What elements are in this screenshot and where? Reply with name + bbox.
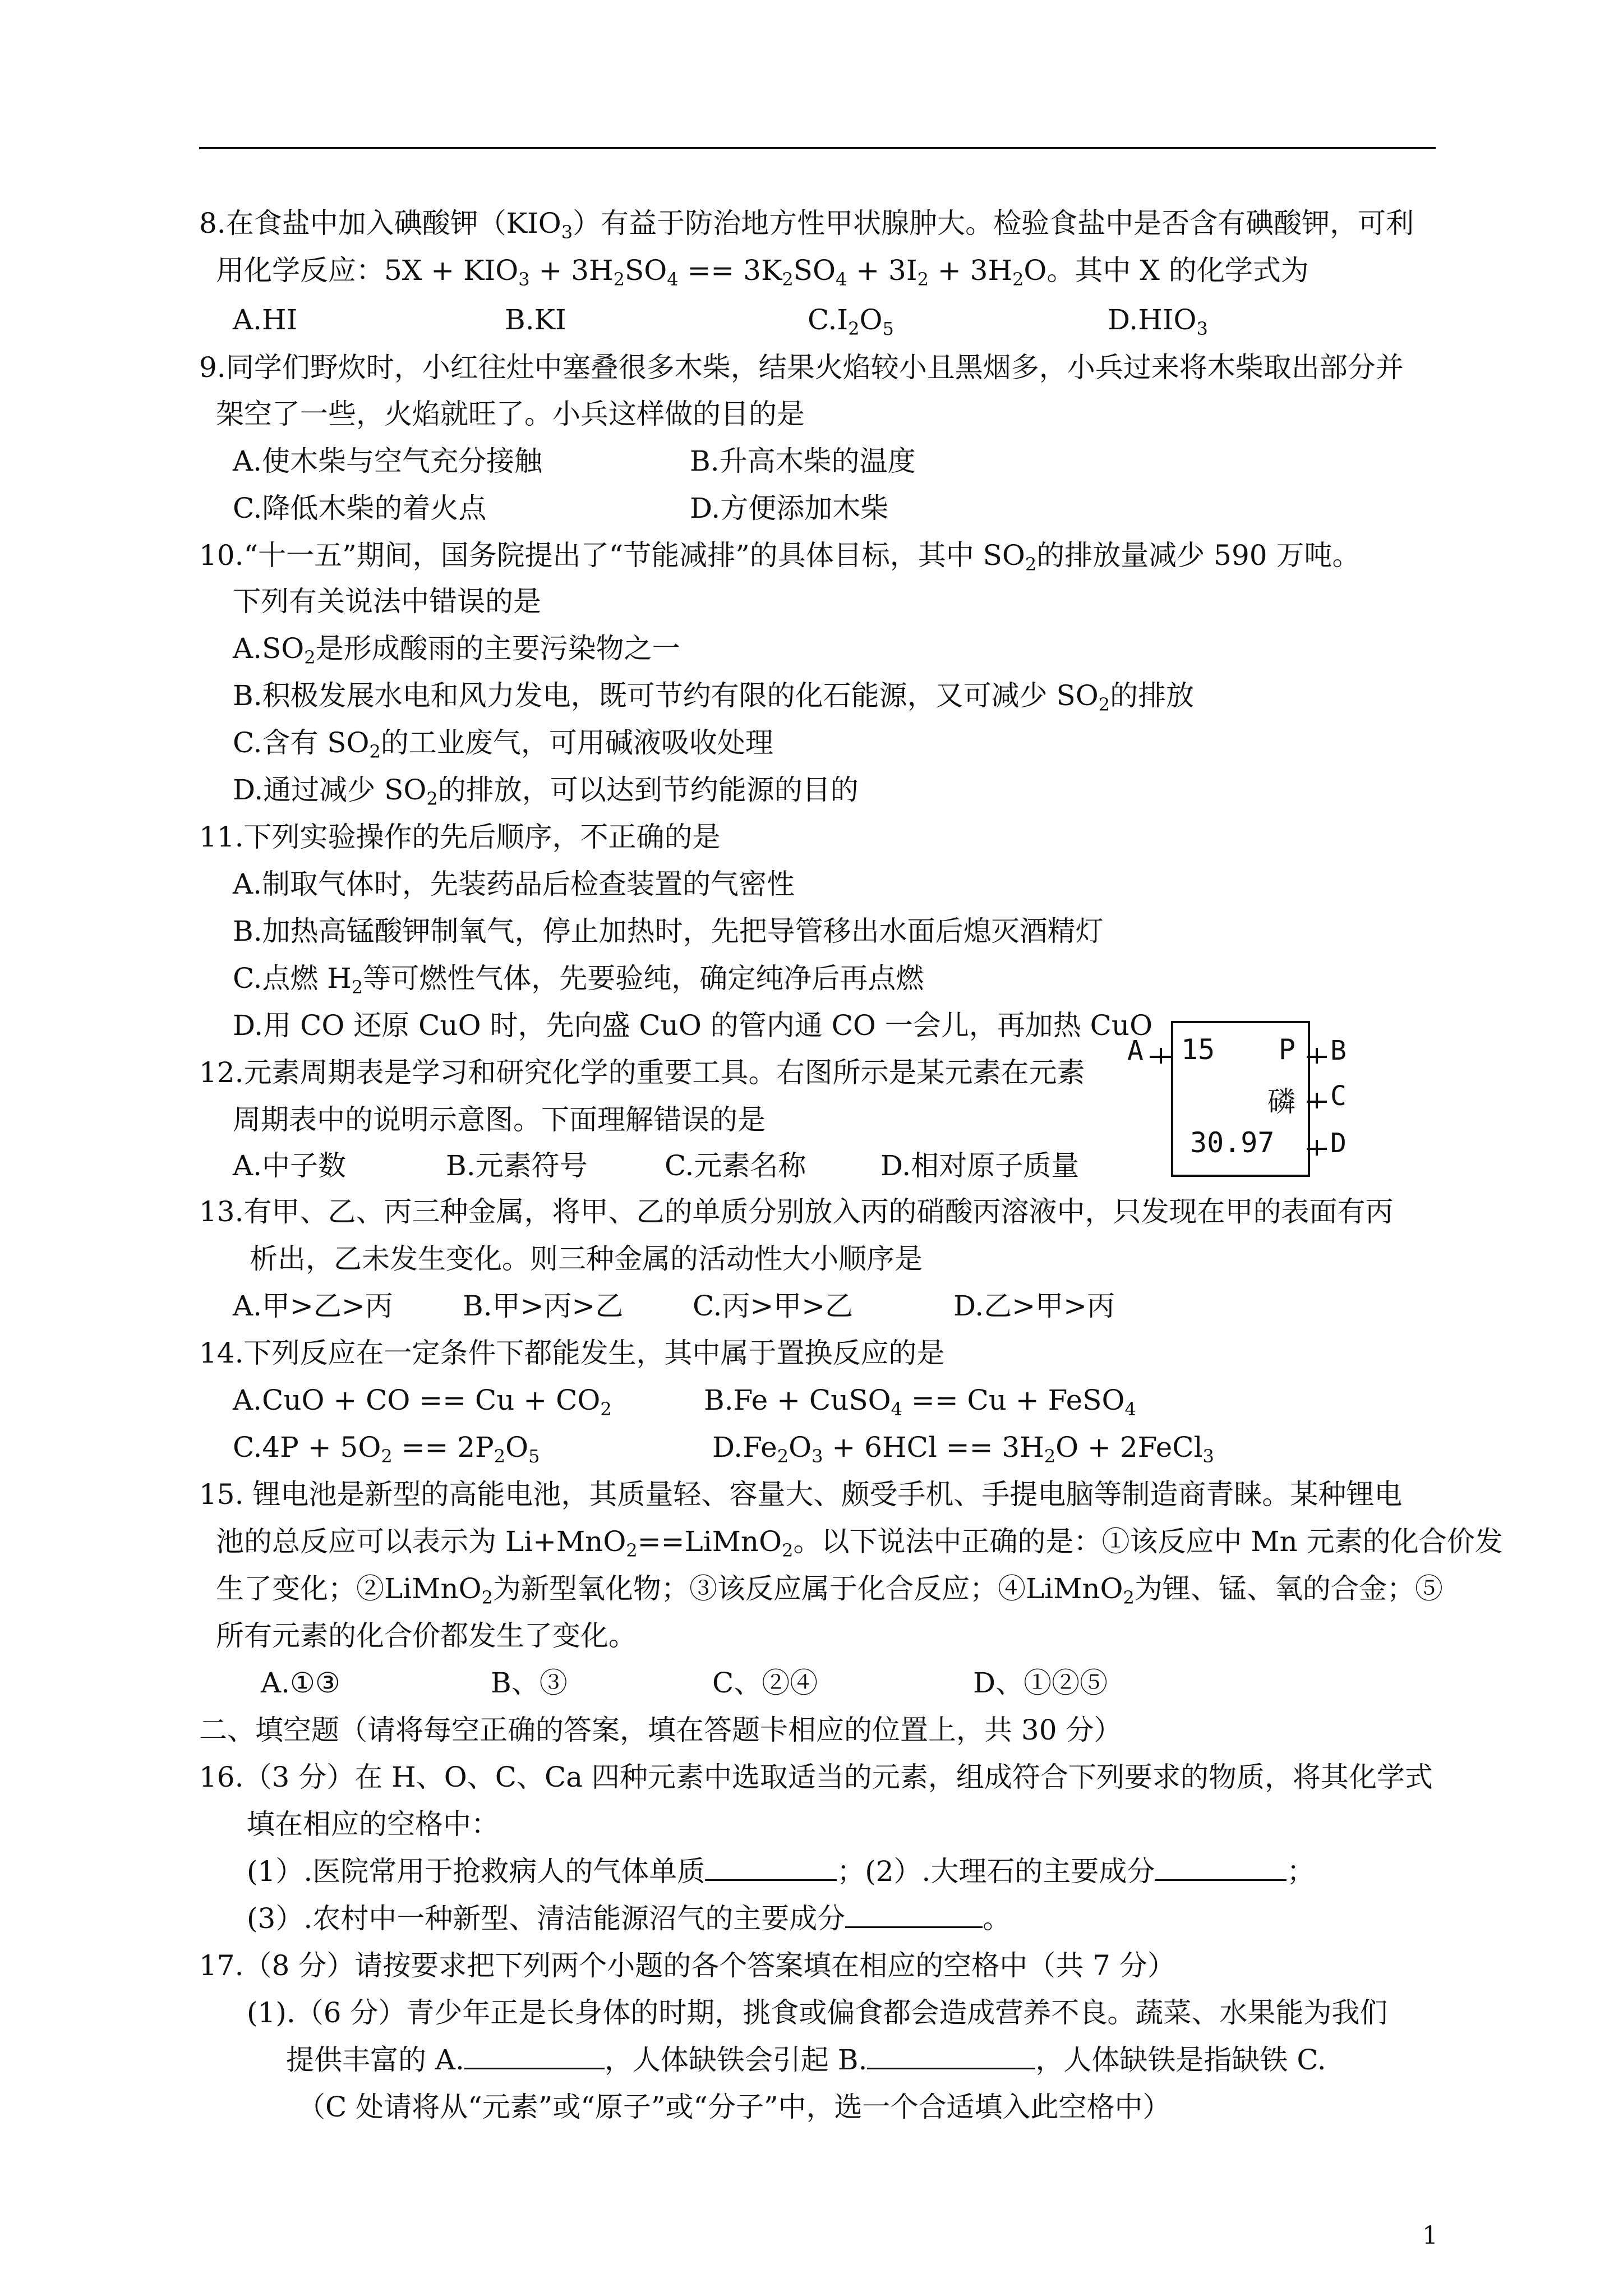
q12-option-c: C.元素名称 [665, 1149, 806, 1182]
q10-option-c: C.含有 $SO_2$的工业废气，可用碱液吸收处理 [233, 726, 773, 762]
leader-tick-d [1316, 1140, 1318, 1156]
q8-option-a: A.HI [233, 303, 298, 336]
q13-option-d: D.乙>甲>丙 [953, 1290, 1115, 1322]
page-number: 1 [1422, 2221, 1438, 2250]
q10-option-b: B.积极发展水电和风力发电，既可节约有限的化石能源，又可减少 $SO_2$的排放 [233, 679, 1195, 715]
q13-line2: 析出，乙未发生变化。则三种金属的活动性大小顺序是 [250, 1243, 923, 1275]
q14-option-a: A.CuO + CO == $Cu + CO_2$ [233, 1384, 612, 1420]
q17-line1: 17.（8 分）请按要求把下列两个小题的各个答案填在相应的空格中（共 7 分） [199, 1949, 1175, 1982]
q8-option-b: B.KI [505, 303, 566, 336]
element-name: 磷 [1267, 1085, 1295, 1118]
q9-option-d: D.方便添加木柴 [690, 492, 889, 524]
q16-line1: 16.（3 分）在 H、O、C、Ca 四种元素中选取适当的元素，组成符合下列要求的物质，将其化学式 [199, 1761, 1433, 1793]
leader-tick-b [1316, 1048, 1318, 1064]
leader-tick-c [1316, 1093, 1318, 1108]
q9-option-a: A.使木柴与空气充分接触 [233, 445, 543, 477]
q9-option-b: B.升高木柴的温度 [690, 445, 916, 477]
answer-blank-16-3[interactable] [845, 1902, 983, 1928]
q14-option-b: B.Fe + CuSO$_4$ == Cu + FeSO$_4$ [704, 1384, 1136, 1420]
element-symbol: P [1278, 1033, 1295, 1066]
q11-option-c: C.点燃 $H_2$等可燃性气体，先要验纯，确定纯净后再点燃 [233, 962, 924, 998]
q17-line3: 提供丰富的 A. ，人体缺铁会引起 B. ，人体缺铁是指缺铁 C. [286, 2044, 1326, 2076]
q15-line4: 所有元素的化合价都发生了变化。 [216, 1619, 637, 1652]
q9-line1: 9.同学们野炊时，小红往灶中塞叠很多木柴，结果火焰较小且黑烟多，小兵过来将木柴取出部分并 [199, 351, 1404, 384]
q14-line1: 14.下列反应在一定条件下都能发生，其中属于置换反应的是 [199, 1337, 945, 1369]
q10-option-d: D.通过减少 $SO_2$的排放，可以达到节约能源的目的 [233, 774, 859, 809]
q15-option-c: C、②④ [712, 1667, 818, 1699]
q10-option-a: $A.SO_2$是形成酸雨的主要污染物之一 [233, 632, 680, 668]
q15-option-d: D、①②⑤ [973, 1667, 1108, 1699]
element-tile [1171, 1021, 1310, 1177]
q9-line2: 架空了一些，火焰就旺了。小兵这样做的目的是 [216, 398, 805, 430]
q16-line2: 填在相应的空格中： [247, 1808, 499, 1841]
section-2-heading: 二、填空题（请将每空正确的答案，填在答题卡相应的位置上，共 30 分） [199, 1714, 1122, 1746]
q17-line4: （C 处请将从“元素”或“原子”或“分子”中，选一个合适填入此空格中） [297, 2091, 1171, 2123]
q13-option-b: B.甲>丙>乙 [463, 1290, 624, 1322]
q15-option-b: B、③ [491, 1667, 568, 1699]
q8-line2: 用化学反应：$5X + KIO_3 + 3H_2SO_4 == 3K_2SO_4 + 3I_2 + 3H_2O$。其中 X 的化学式为 [216, 254, 1309, 290]
q12-option-b: B.元素符号 [446, 1149, 588, 1182]
answer-blank-16-1[interactable] [705, 1855, 837, 1881]
q8-option-c: $C.I_2O_5$ [808, 303, 894, 339]
q17-line2: (1).（6 分）青少年正是长身体的时期，挑食或偏食都会造成营养不良。蔬菜、水果能为我们 [247, 1996, 1388, 2029]
q11-option-d: D.用 CO 还原 CuO 时，先向盛 CuO 的管内通 CO 一会儿，再加热 CuO [233, 1009, 1153, 1042]
answer-blank-16-2[interactable] [1155, 1855, 1287, 1881]
figure-label-d: D [1330, 1128, 1347, 1159]
figure-label-b: B [1330, 1035, 1347, 1066]
header-rule [199, 147, 1436, 149]
q13-option-c: C.丙>甲>乙 [693, 1290, 854, 1322]
q15-line2: 池的总反应可以表示为 Li+MnO$_2$==LiMnO$_2$。以下说法中正确的是：①该反应中 Mn 元素的化合价发 [216, 1525, 1503, 1561]
q11-option-a: A.制取气体时，先装药品后检查装置的气密性 [233, 868, 795, 900]
q15-line1: 15. 锂电池是新型的高能电池，其质量轻、容量大、颇受手机、手提电脑等制造商青睐。某种锂电 [199, 1478, 1403, 1511]
q8-option-d: $D.HIO_3$ [1108, 303, 1208, 339]
q11-option-b: B.加热高锰酸钾制氧气，停止加热时，先把导管移出水面后熄灭酒精灯 [233, 915, 1104, 947]
q16-part1: (1）.医院常用于抢救病人的气体单质 ；(2）.大理石的主要成分 ； [247, 1855, 1315, 1888]
q16-part3: (3）.农村中一种新型、清洁能源沼气的主要成分 。 [247, 1902, 1011, 1935]
q12-line2: 周期表中的说明示意图。下面理解错误的是 [233, 1103, 766, 1136]
q14-option-c: $C.4P + 5O_2 == 2P_2O_5$ [233, 1431, 540, 1467]
q8-line1: 8.在食盐中加入碘酸钾$(KIO_3)$有益于防治地方性甲状腺肿大。检验食盐中是否含有碘酸钾，可利 [199, 207, 1414, 243]
q14-option-d: $D.Fe_2O_3 + 6HCl == 3H_2O$ + 2FeCl$_3$ [712, 1431, 1214, 1467]
q13-line1: 13.有甲、乙、丙三种金属，将甲、乙的单质分别放入丙的硝酸丙溶液中，只发现在甲的表面有丙 [199, 1195, 1394, 1228]
q10-line1: 10.“十一五”期间，国务院提出了“节能减排”的具体目标，其中 $SO_2$的排放量减少 590 万吨。 [199, 539, 1361, 575]
q15-option-a: A.①③ [261, 1667, 340, 1699]
q9-option-c: C.降低木柴的着火点 [233, 492, 487, 524]
q10-line2: 下列有关说法中错误的是 [233, 585, 541, 618]
figure-label-a: A [1127, 1035, 1144, 1066]
answer-blank-17-b[interactable] [867, 2043, 1035, 2069]
answer-blank-17-a[interactable] [464, 2043, 605, 2069]
q11-line1: 11.下列实验操作的先后顺序，不正确的是 [199, 821, 721, 853]
leader-tick-a [1160, 1048, 1162, 1064]
atomic-mass: 30.97 [1190, 1126, 1275, 1159]
q15-line3: 生了变化；②LiMnO$_2$为新型氧化物；③该反应属于化合反应；④LiMnO$_2$为锂、锰、氧的合金；⑤ [216, 1572, 1443, 1608]
q12-option-a: A.中子数 [233, 1149, 347, 1182]
q12-option-d: D.相对原子质量 [880, 1149, 1080, 1182]
figure-label-c: C [1330, 1080, 1347, 1112]
q12-line1: 12.元素周期表是学习和研究化学的重要工具。右图所示是某元素在元素 [199, 1056, 1085, 1089]
atomic-number: 15 [1181, 1033, 1215, 1066]
q13-option-a: A.甲>乙>丙 [233, 1290, 393, 1322]
